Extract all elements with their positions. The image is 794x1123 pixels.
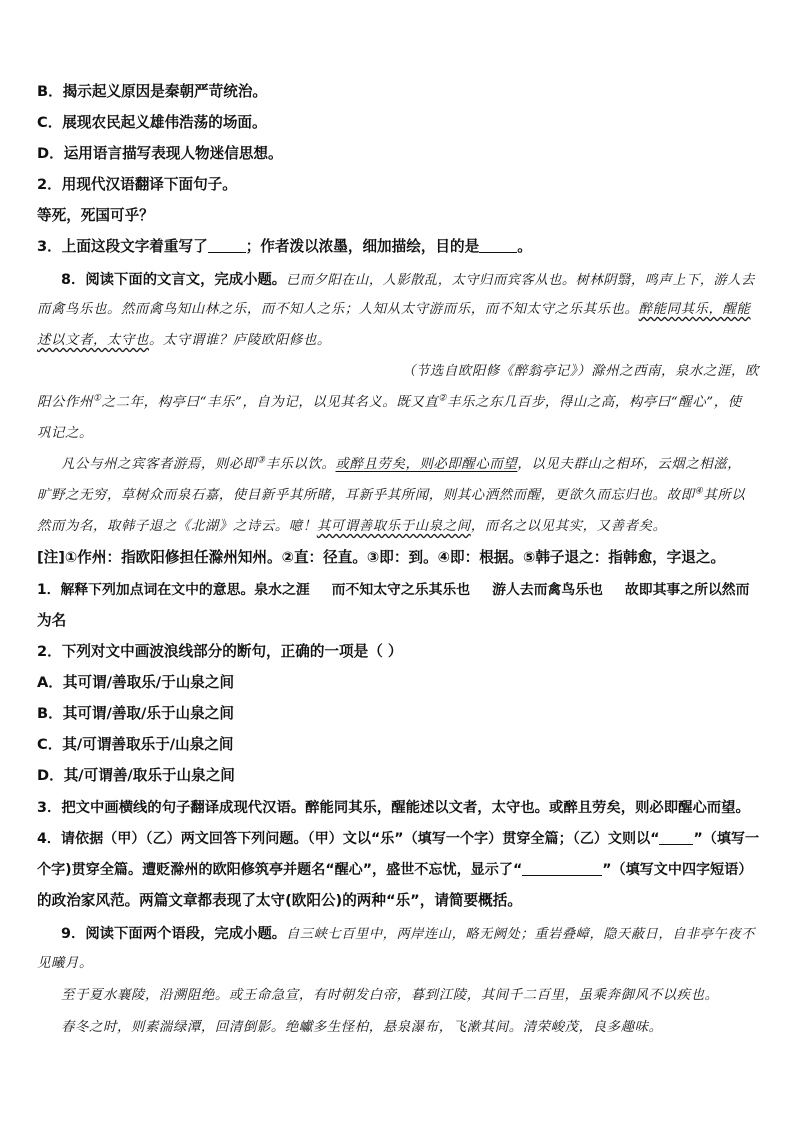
- q8-sub2-option-c: C．其/可谓善取乐于/山泉之间: [37, 736, 234, 753]
- q9-intro: 9．阅读下面两个语段，完成小题。自三峡七百里中，两岸连山，略无阙处；重岩叠嶂，隐天蔽日，自非亭午夜不: [61, 926, 755, 942]
- q7-sub2: 2．用现代汉语翻译下面句子。: [37, 176, 237, 193]
- q8-sub2: 2．下列对文中画波浪线部分的断句，正确的一项是（ ）: [37, 643, 403, 660]
- q7-option-c: C．展现农民起义雄伟浩荡的场面。: [37, 114, 267, 131]
- q7-option-b: B．揭示起义原因是秦朝严苛统治。: [37, 83, 268, 100]
- answer-blank[interactable]: [208, 238, 246, 253]
- q8-sub4: 4．请依据（甲）（乙）两文回答下列问题。（甲）文以“乐”（填写一个字）贯穿全篇；（乙）文则以“ ”（填写一: [37, 831, 760, 847]
- q8-passage-line: 旷野之无穷，草树众而泉石嘉，使目新乎其所睹，耳新乎其所闻，则其心洒然而醒，更欲久而忘归也。故即④其所以: [37, 486, 746, 503]
- q8-sub1: 1．解释下列加点词在文中的意思。泉水之涯 而不知太守之乐其乐也 游人去而禽鸟乐也 故即其事之所以然而: [37, 582, 750, 598]
- answer-blank[interactable]: [479, 238, 517, 253]
- q8-sub2-option-d: D．其/可谓善/取乐于山泉之间: [37, 767, 235, 784]
- q8-sub4-cont: 的政治家风范。两篇文章都表现了太守(欧阳公)的两种“乐”，请简要概括。: [37, 892, 522, 909]
- q9-passage-line: 春冬之时，则素湍绿潭，回清倒影。绝巘多生怪柏，悬泉瀑布，飞漱其间。清荣峻茂，良多趣味。: [61, 1020, 663, 1035]
- q8-sub4-cont: 个字)贯穿全篇。遭贬滁州的欧阳修筑亭并题名“醒心”，盛世不忘忧，显示了“ ”（填写文中四字短语）: [37, 862, 753, 878]
- q8-passage-line: 而禽鸟乐也。然而禽鸟知山林之乐，而不知人之乐；人知从太守游而乐，而不知太守之乐其乐也。醉能同其乐，醒能: [37, 302, 751, 317]
- q8-sub1-cont: 为名: [37, 612, 67, 629]
- q7-option-d: D．运用语言描写表现人物迷信思想。: [37, 145, 283, 162]
- q7-sub3: 3．上面这段文字着重写了 ；作者泼以浓墨，细加描绘，目的是 。: [37, 238, 532, 255]
- q9-passage-line: 见曦月。: [37, 956, 93, 971]
- q8-passage-line: 然而为名，取韩子退之《北湖》之诗云。噫！其可谓善取乐于山泉之间，而名之以见其实，又善者矣。: [37, 519, 667, 534]
- q8-intro: 8．阅读下面的文言文，完成小题。已而夕阳在山，人影散乱，太守归而宾客从也。树林阴翳，鸣声上下，游人去: [61, 272, 755, 288]
- q7-sub2-sentence: 等死，死国可乎？: [37, 207, 154, 224]
- q8-passage-line: 述以文者，太守也。太守谓谁？庐陵欧阳修也。: [37, 333, 331, 348]
- q8-passage-line: 巩记之。: [37, 426, 93, 441]
- q9-passage-line: 至于夏水襄陵，沿溯阻绝。或王命急宣，有时朝发白帝，暮到江陵，其间千二百里，虽乘奔御风不以疾也。: [61, 988, 719, 1003]
- q8-passage-line: 阳公作州①之二年，构亭曰“丰乐”，自为记，以见其名义。既又直②丰乐之东几百步，得山之高，构亭曰“醒心”，使: [37, 393, 742, 410]
- answer-blank[interactable]: [522, 861, 602, 876]
- q8-passage-line: 凡公与州之宾客者游焉，则必即③丰乐以饮。或醉且劳矣，则必即醒心而望，以见夫群山之相环，云烟之相滋，: [61, 455, 742, 472]
- answer-blank[interactable]: [659, 830, 693, 845]
- q8-sub3: 3．把文中画横线的句子翻译成现代汉语。醉能同其乐，醒能述以文者，太守也。或醉且劳矣，则必即醒心而望。: [37, 800, 750, 816]
- q8-sub2-option-b: B．其可谓/善取/乐于山泉之间: [37, 705, 234, 722]
- q8-notes: [注]①作州：指欧阳修担任滁州知州。②直：径直。③即：到。④即：根据。⑤韩子退之：指韩愈，字退之。: [37, 549, 726, 566]
- q8-source-line: （节选自欧阳修《醉翁亭记》）滁州之西南，泉水之涯，欧: [401, 364, 759, 379]
- q8-sub2-option-a: A．其可谓/善取乐/于山泉之间: [37, 674, 235, 691]
